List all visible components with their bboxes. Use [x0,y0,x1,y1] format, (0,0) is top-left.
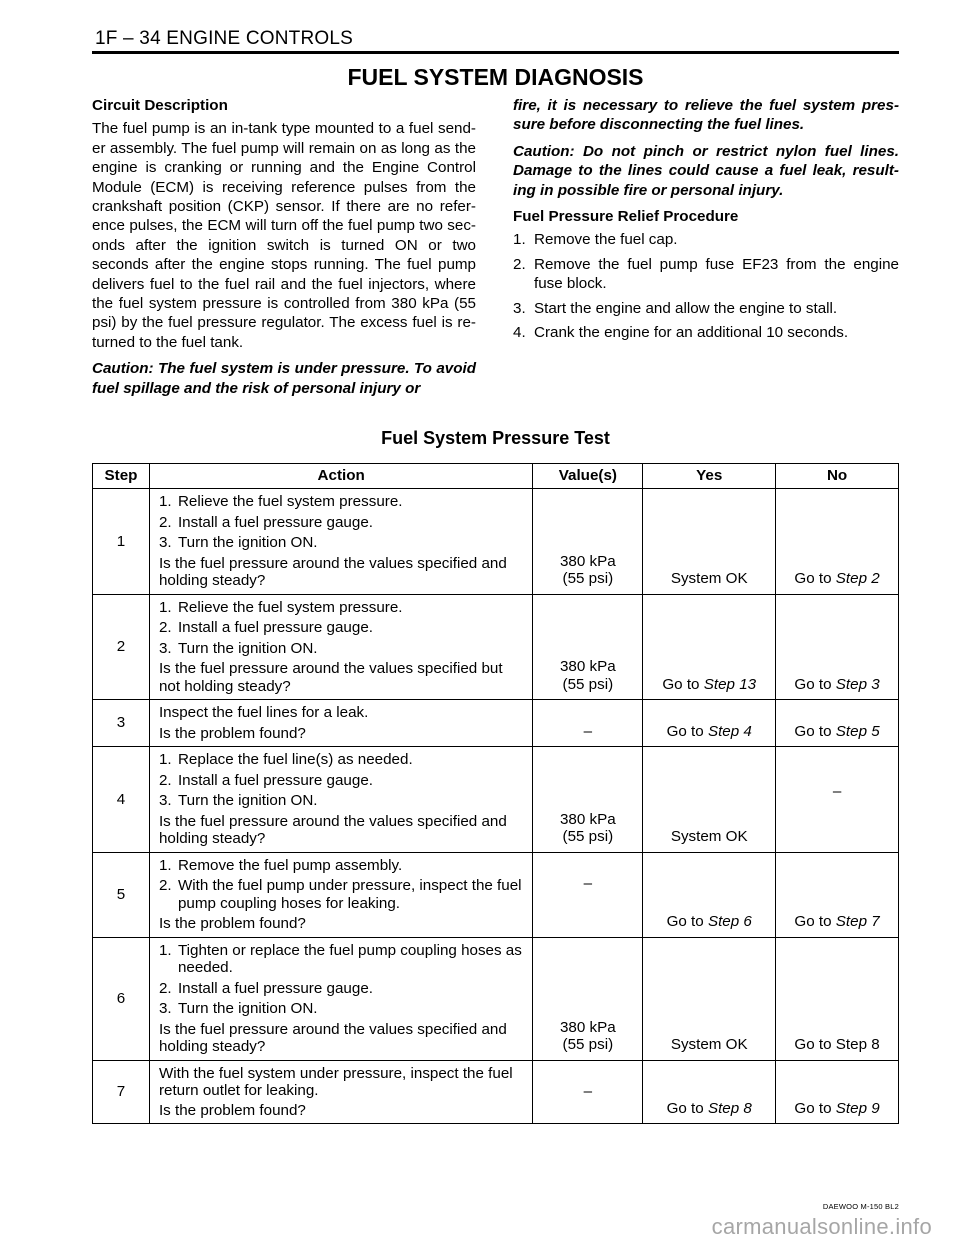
value-cell: 380 kPa (55 psi) [533,747,643,853]
page-header: 1F – 34 ENGINE CONTROLS [95,28,354,49]
table-row [93,852,899,937]
step-number: 6 [93,937,150,1060]
table-row [93,489,899,595]
no-cell: Go to Step 2 [776,489,899,595]
step-number: 1 [93,489,150,595]
action-cell: 1. Tighten or replace the fuel pump coupling hoses as needed. 2. Install a fuel pressure gauge. 3. Turn the ignition ON. Is the fuel pressure around the values specified and holding steady? [149,937,532,1060]
yes-cell: Go to Step 6 [643,852,776,937]
no-cell: Go to Step 8 [776,937,899,1060]
header-action: Action [149,464,532,489]
table-row [93,594,899,700]
yes-cell: System OK [643,489,776,595]
header-yes: Yes [643,464,776,489]
pressure-test-table [92,463,899,1124]
no-cell: – [776,747,899,853]
left-column [92,96,476,405]
action-cell: 1. Replace the fuel line(s) as needed. 2. Install a fuel pressure gauge. 3. Turn the ignition ON. Is the fuel pressure around the values specified and holding steady? [149,747,532,853]
table-row [93,937,899,1060]
no-cell: Go to Step 3 [776,594,899,700]
table-row [93,747,899,853]
no-cell: Go to Step 7 [776,852,899,937]
relief-step: 1. Remove the fuel cap. [513,231,678,249]
relief-step: 4. Crank the engine for an additional 10 seconds. [513,324,849,342]
no-cell: Go to Step 5 [776,700,899,747]
header-no: No [776,464,899,489]
yes-cell: Go to Step 13 [643,594,776,700]
relief-heading: Fuel Pressure Relief Procedure [513,208,739,226]
relief-step: 2. Remove the fuel pump fuse EF23 from the engine fuse block. [513,255,899,293]
yes-cell: Go to Step 4 [643,700,776,747]
header-step: Step [93,464,150,489]
value-cell: – [533,852,643,937]
value-cell: 380 kPa (55 psi) [533,594,643,700]
caution-pressure-part2: fire, it is necessary to relieve the fuel system pres-sure before disconnecting the fuel lines. [513,97,899,134]
table-row [93,700,899,747]
step-number: 5 [93,852,150,937]
value-cell: 380 kPa (55 psi) [533,937,643,1060]
page-title: FUEL SYSTEM DIAGNOSIS [347,64,644,90]
value-cell: 380 kPa (55 psi) [533,489,643,595]
table-row [93,1060,899,1124]
step-number: 7 [93,1060,150,1124]
step-number: 4 [93,747,150,853]
table-header-row [93,464,899,489]
watermark: carmanualsonline.info [711,1214,932,1239]
caution-nylon-lines: Caution: Do not pinch or restrict nylon fuel lines. Damage to the lines could cause a fuel leak, result-ing in possible fire or personal injury. [513,142,899,199]
header-values: Value(s) [533,464,643,489]
header-rule [92,51,899,54]
relief-procedure-list [513,230,899,342]
circuit-body: The fuel pump is an in-tank type mounted to a fuel send-er assembly. The fuel pump will remain on as long as the engine is cranking or running and the Engine Control Module (ECM) is receiving reference pulses from the crankshaft position (CKP) sensor. If there are no refer-ence pulses, the ECM will turn off the fuel pump two sec-onds after the ignition switch is turned ON or two seconds after the engine stops running. The fuel pump delivers fuel to the fuel rail and the fuel injectors, where the fuel system pressure is controlled from 380 kPa (55 psi) by the fuel pressure regulator. The excess fuel is re-turned to the fuel tank. [92,120,476,351]
action-cell: 1. Relieve the fuel system pressure. 2. Install a fuel pressure gauge. 3. Turn the ignition ON. Is the fuel pressure around the values specified but not holding steady? [149,594,532,700]
yes-cell: Go to Step 8 [643,1060,776,1124]
yes-cell: System OK [643,937,776,1060]
relief-step: 3. Start the engine and allow the engine to stall. [513,299,838,317]
action-cell: With the fuel system under pressure, inspect the fuel return outlet for leaking. Is the problem found? [149,1060,532,1124]
yes-cell: System OK [643,747,776,853]
step-number: 2 [93,594,150,700]
action-cell: Inspect the fuel lines for a leak. Is the problem found? [149,700,532,747]
circuit-heading: Circuit Description [92,97,228,114]
step-number: 3 [93,700,150,747]
caution-pressure-part1: Caution: The fuel system is under pressure. To avoid fuel spillage and the risk of personal injury or [92,360,476,397]
value-cell: – [533,1060,643,1124]
action-cell: 1. Remove the fuel pump assembly. 2. With the fuel pump under pressure, inspect the fuel pump coupling hoses for leaking. Is the problem found? [149,852,532,937]
action-cell: 1. Relieve the fuel system pressure. 2. Install a fuel pressure gauge. 3. Turn the ignition ON. Is the fuel pressure around the values specified and holding steady? [149,489,532,595]
no-cell: Go to Step 9 [776,1060,899,1124]
table-title: Fuel System Pressure Test [381,428,610,448]
right-column [513,96,899,347]
value-cell: – [533,700,643,747]
footer-code: DAEWOO M-150 BL2 [822,1202,899,1211]
